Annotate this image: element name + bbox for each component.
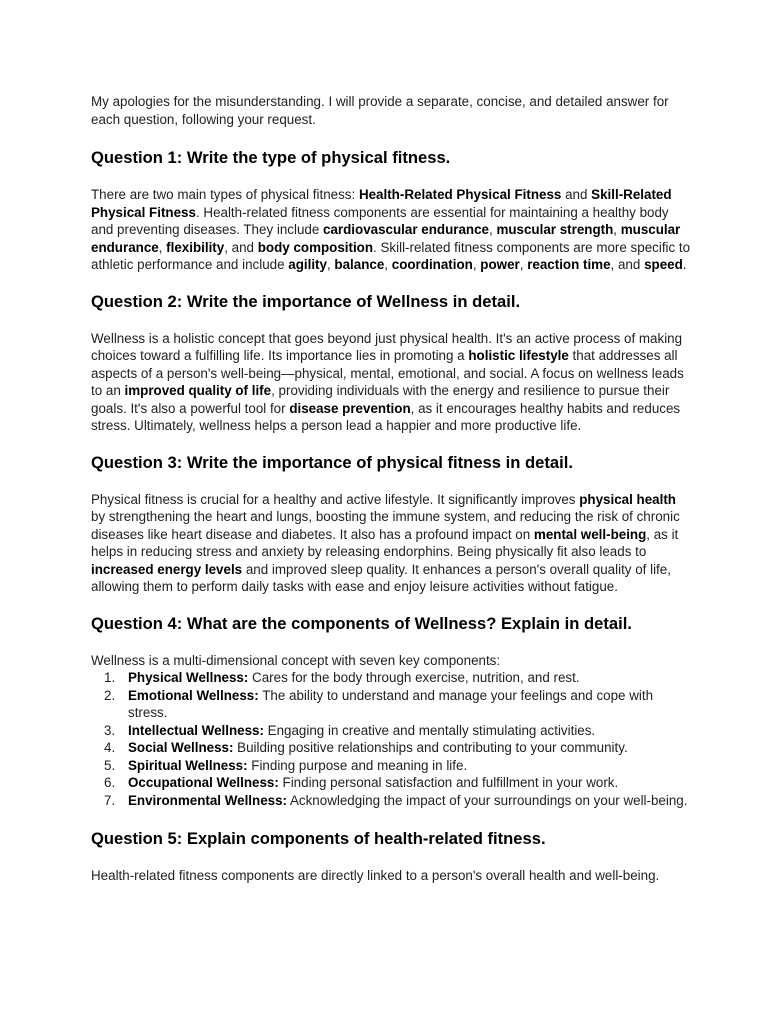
list-item — [91, 739, 691, 757]
bold-term: physical health — [579, 491, 676, 507]
list-term: Occupational Wellness: — [128, 775, 279, 790]
text-run: , — [326, 257, 335, 272]
list-item — [91, 792, 691, 810]
bold-term: coordination — [391, 257, 473, 272]
bold-term: speed — [644, 257, 683, 272]
list-number: 3. — [104, 722, 116, 738]
list-item — [91, 774, 691, 792]
text-run: , providing individuals with the energy and resilience to pursue their goals. It's also a powerful tool for — [91, 383, 670, 416]
bold-term: disease prevention — [289, 400, 411, 416]
question-4-lead: Wellness is a multi-dimensional concept with seven key components: — [91, 652, 501, 668]
text-run: , as it helps in reducing stress and anxiety by releasing endorphins. Being physically fit also leads to — [91, 526, 679, 559]
text-run: , and — [610, 257, 645, 272]
text-run: . Health-related fitness components are essential for maintaining a healthy body and preventing diseases. They include — [91, 204, 669, 237]
bold-term: holistic lifestyle — [468, 348, 569, 363]
bold-term: improved quality of life — [124, 383, 272, 398]
text-run: , and — [224, 239, 258, 255]
text-run: Physical fitness is crucial for a healthy and active lifestyle. It significantly improves — [91, 491, 580, 507]
list-number: 4. — [104, 740, 116, 755]
text-run: There are two main types of physical fitness: — [91, 187, 359, 202]
list-desc: Finding personal satisfaction and fulfillment in your work. — [278, 775, 619, 790]
list-desc: Building positive relationships and contributing to your community. — [233, 740, 628, 755]
bold-term: body composition — [257, 239, 374, 255]
text-run: , — [613, 222, 621, 237]
list-number: 6. — [104, 775, 116, 790]
question-5-answer: Health-related fitness components are directly linked to a person's overall health and well-being. — [91, 868, 660, 883]
text-run: by strengthening the heart and lungs, boosting the immune system, and reducing the risk of chronic diseases like heart disease and diabetes. It also has a profound impact on — [91, 509, 680, 542]
list-number: 7. — [104, 792, 116, 808]
list-term: Intellectual Wellness: — [128, 722, 264, 738]
text-run: , — [519, 257, 528, 272]
bold-term: cardiovascular endurance — [323, 222, 489, 237]
list-item — [91, 669, 691, 687]
text-run: , as it encourages healthy habits and reduces stress. Ultimately, wellness helps a person lead a happier and more productive life. — [91, 400, 681, 433]
list-term: Social Wellness: — [128, 740, 234, 755]
text-run: Wellness is a holistic concept that goes beyond just physical health. It's an active process of making choices toward a fulfilling life. Its importance lies in promoting a — [91, 330, 683, 363]
text-run: . Skill-related fitness components are more specific to athletic performance and include — [91, 239, 691, 272]
list-term: Emotional Wellness: — [128, 687, 259, 703]
list-item — [91, 757, 691, 775]
question-3-answer — [91, 491, 691, 596]
bold-term: Health-Related Physical Fitness — [358, 187, 562, 202]
bold-term: muscular endurance — [91, 222, 681, 255]
text-run: . — [682, 257, 687, 272]
bold-term: agility — [288, 257, 327, 272]
list-term: Spiritual Wellness: — [128, 757, 248, 773]
text-run: and improved sleep quality. It enhances a person's overall quality of life, allowing them to perform daily tasks with ease and enjoy leisure activities without fatigue. — [91, 561, 671, 594]
list-term: Physical Wellness: — [128, 670, 249, 685]
question-5-heading: Question 5: Explain components of health-related fitness. — [91, 829, 546, 848]
list-desc: Finding purpose and meaning in life. — [247, 757, 468, 773]
list-number: 2. — [104, 687, 116, 703]
bold-term: reaction time — [527, 257, 611, 272]
bold-term: flexibility — [166, 239, 225, 255]
list-term: Environmental Wellness: — [128, 792, 287, 808]
document-body — [91, 93, 691, 885]
text-run: , — [158, 239, 167, 255]
text-run: , — [489, 222, 497, 237]
text-run: , — [472, 257, 481, 272]
text-run: that addresses all aspects of a person's well-being—physical, mental, emotional, and social. A focus on wellness leads to an — [91, 348, 684, 398]
intro-paragraph: My apologies for the misunderstanding. I will provide a separate, concise, and detailed answer for each question, following your request. — [91, 94, 669, 127]
question-1-heading: Question 1: Write the type of physical fitness. — [91, 148, 451, 167]
list-number: 1. — [104, 670, 116, 685]
bold-term: balance — [334, 257, 385, 272]
text-run: , — [384, 257, 392, 272]
list-item — [91, 722, 691, 740]
bold-term: power — [480, 257, 520, 272]
list-desc: Engaging in creative and mentally stimulating activities. — [263, 722, 596, 738]
bold-term: mental well-being — [533, 526, 647, 542]
question-2-heading: Question 2: Write the importance of Wellness in detail. — [91, 291, 521, 311]
text-run: and — [561, 187, 592, 202]
bold-term: increased energy levels — [91, 561, 243, 577]
bold-term: muscular strength — [496, 222, 614, 237]
list-item — [91, 687, 691, 722]
list-desc: The ability to understand and manage your feelings and cope with stress. — [128, 687, 654, 720]
question-1-answer — [91, 186, 691, 274]
list-number: 5. — [104, 757, 116, 773]
wellness-components-list — [91, 669, 691, 809]
list-desc: Acknowledging the impact of your surroundings on your well-being. — [287, 792, 688, 808]
bold-term: Skill-Related Physical Fitness — [91, 187, 672, 220]
list-desc: Cares for the body through exercise, nutrition, and rest. — [248, 670, 580, 685]
question-4-heading: Question 4: What are the components of Wellness? Explain in detail. — [91, 613, 632, 633]
question-2-answer — [91, 330, 691, 435]
question-3-heading: Question 3: Write the importance of physical fitness in detail. — [91, 452, 573, 472]
